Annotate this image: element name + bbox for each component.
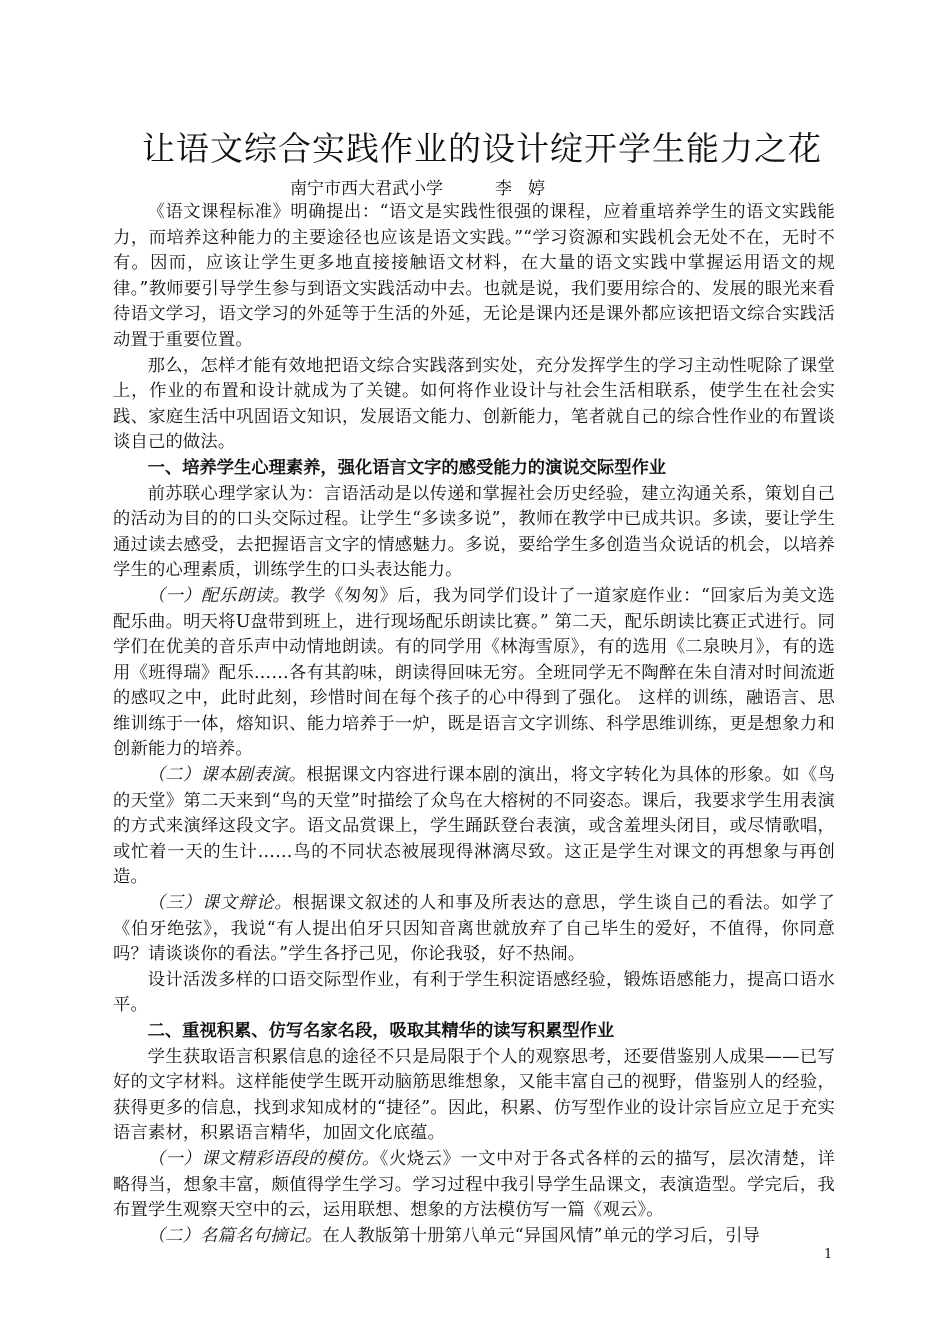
paragraph: （二）名篇名句摘记。在人教版第十册第八单元“异国风情”单元的学习后，引导 [147,1225,761,1246]
paragraph-lead: （二）名篇名句摘记。 [147,1225,323,1246]
paragraph-lead: （三）课文辩论。 [147,893,293,914]
section-heading: 二、重视积累、仿写名家名段，吸取其精华的读写积累型作业 [147,1021,615,1041]
document-body [113,200,835,1249]
paragraph-lead: （一）配乐朗读。 [147,585,291,606]
paragraph: （一）课文精彩语段的模仿。《火烧云》一文中对于各式各样的云的描写，层次清楚，详略得当，想象丰富，颇值得学生学习。学习过程中我引导学生品课文，表演造型。学完后，我布置学生观察天空中的云，运用联想、想象的方法模仿写一篇《观云》。 [113,1148,835,1221]
paragraph: 《语文课程标准》明确提出：“语文是实践性很强的课程，应着重培养学生的语文实践能力，而培养这种能力的主要途径也应该是语文实践。”“学习资源和实践机会无处不在，无时不有。因而，应该让学生更多地直接接触语文材料，在大量的语文实践中掌握运用语文的规律。”教师要引导学生参与到语文实践活动中去。也就是说，我们要用综合的、发展的眼光来看待语文学习，语文学习的外延等于生活的外延，无论是课内还是课外都应该把语文综合实践活动置于重要位置。 [113,202,835,350]
document-title: 让语文综合实践作业的设计绽开学生能力之花 [142,129,822,168]
paragraph: 前苏联心理学家认为：言语活动是以传递和掌握社会历史经验，建立沟通关系，策划自己的活动为目的的口头交际过程。让学生“多读多说”，教师在教学中已成共识。多读，要让学生通过读去感受，去把握语言文字的情感魅力。多说，要给学生多创造当众说话的机会，以培养学生的心理素质，训练学生的口头表达能力。 [113,483,835,581]
section-heading: 一、培养学生心理素养，强化语言文字的感受能力的演说交际型作业 [147,457,667,478]
paragraph: （二）课本剧表演。根据课文内容进行课本剧的演出，将文字转化为具体的形象。如《鸟的天堂》第二天来到“鸟的天堂”时描绘了众鸟在大榕树的不同姿态。课后，我要求学生用表演的方式来演绎这段文字。语文品赏课上，学生踊跃登台表演，或含羞埋头闭目，或尽情歌唱，或忙着一天的生计……鸟的不同状态被展现得淋漓尽致。这正是学生对课文的再想象与再创造。 [113,765,835,888]
byline-author: 李婷 [495,179,561,199]
paragraph-lead: （二）课本剧表演。 [147,765,307,786]
paragraph-lead: （一）课文精彩语段的模仿。 [147,1148,380,1169]
byline [290,178,690,200]
byline-school: 南宁市西大君武小学 [290,179,443,199]
paragraph: （一）配乐朗读。教学《匆匆》后，我为同学们设计了一道家庭作业：“回家后为美文选配乐曲。明天将U盘带到班上，进行现场配乐朗读比赛。” 第二天，配乐朗读比赛正式进行。同学们在优美的音乐声中动情地朗读。有的同学用《林海雪原》，有的选用《二泉映月》，有的选用《班得瑞》配乐……各有其韵味，朗读得回味无穷。全班同学无不陶醉在朱自清对时间流逝的感叹之中，此时此刻，珍惜时间在每个孩子的心中得到了强化。 这样的训练，融语言、思维训练于一体，熔知识、能力培养于一炉，既是语言文字训练、科学思维训练，更是想象力和创新能力的培养。 [113,585,835,760]
page-number: 1 [824,1247,833,1262]
paragraph: 学生获取语言积累信息的途径不只是局限于个人的观察思考，还要借鉴别人成果——已写好的文字材料。这样能使学生既开动脑筋思维想象，又能丰富自己的视野，借鉴别人的经验，获得更多的信息，找到求知成材的“捷径”。因此，积累、仿写型作业的设计宗旨应立足于充实语言素材，积累语言精华，加固文化底蕴。 [113,1046,835,1144]
paragraph: 那么，怎样才能有效地把语文综合实践落到实处，充分发挥学生的学习主动性呢除了课堂上，作业的布置和设计就成为了关键。如何将作业设计与社会生活相联系，使学生在社会实践、家庭生活中巩固语文知识，发展语文能力、创新能力，笔者就自己的综合性作业的布置谈谈自己的做法。 [113,355,835,453]
paragraph: 设计活泼多样的口语交际型作业，有利于学生积淀语感经验，锻炼语感能力，提高口语水平。 [113,969,835,1016]
paragraph: （三）课文辩论。根据课文叙述的人和事及所表达的意思，学生谈自己的看法。如学了《伯牙绝弦》，我说“有人提出伯牙只因知音离世就放弃了自己毕生的爱好，不值得，你同意吗？请谈谈你的看法。”学生各抒己见，你论我驳，好不热闹。 [113,893,835,965]
